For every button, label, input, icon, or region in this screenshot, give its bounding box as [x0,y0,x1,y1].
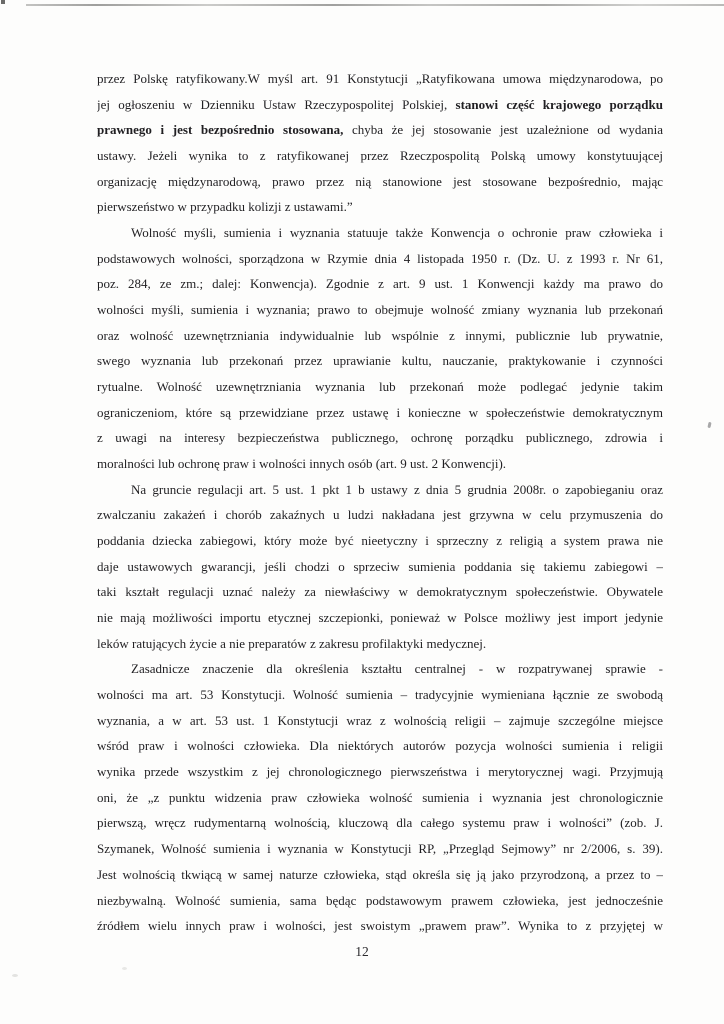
text-segment: wolności ma art. 53 Konstytucji. Wolność sumienia – tradycyjnie wymieniana łącznie ze swobodą [97,687,663,703]
text-line [97,220,663,246]
text-line [97,862,663,888]
text-segment: Zasadnicze znaczenie dla określenia kształtu centralnej - w rozpatrywanej sprawie - [131,661,663,677]
text-segment: organizację międzynarodową, prawo przez nią stanowione jest stosowane bezpośrednio, mając [97,173,663,189]
text-line [97,117,663,143]
text-segment: leków ratujących życie a nie preparatów z zakresu profilaktyki medycznej. [97,635,487,651]
text-line [97,605,663,631]
text-segment: zwalczaniu zakażeń i chorób zakaźnych u ludzi nakładana jest grzywna w celu przymuszenia do [97,507,663,523]
text-line [97,888,663,914]
text-line [97,708,663,734]
text-segment: wyznania, a w art. 53 ust. 1 Konstytucji wraz z wolnością religii – zajmuje szczególne miejsce [97,712,663,728]
text-line [97,425,663,451]
scan-corner-mark [1,0,5,4]
text-line [97,554,663,580]
text-line [97,528,663,554]
text-line [97,169,663,195]
text-line [97,451,663,477]
text-segment: Jest wolnością tkwiącą w samej naturze człowieka, stąd określa się ją jako przyrodzoną, a przez to – [97,866,663,882]
text-line [97,400,663,426]
text-line [97,246,663,272]
text-segment: niezbywalną. Wolność sumienia, sama będąc podstawowym prawem człowieka, jest jednocześnie [97,892,663,908]
text-segment: Wolność myśli, sumienia i wyznania statuuje także Konwencja o ochronie praw człowieka i [131,225,663,241]
bold-text-segment: stanowi część krajowego porządku [455,96,663,112]
text-segment: rytualne. Wolność uzewnętrzniania wyznania lub przekonań może podlegać jedynie takim [97,379,663,395]
text-segment: ustawy. Jeżeli wynika to z ratyfikowanej przez Rzeczpospolitą Polską umowy konstytuującej [97,148,663,164]
text-line [97,348,663,374]
text-line [97,194,663,220]
text-segment: jej ogłoszeniu w Dzienniku Ustaw Rzeczypospolitej Polskiej, [97,96,456,112]
text-segment: wynika przede wszystkim z jej chronologicznego pierwszeństwa i merytorycznej wagi. Przyjmują [97,764,663,780]
text-line [97,682,663,708]
document-body [97,66,663,939]
text-segment: oraz wolność uzewnętrzniania indywidualnie lub wspólnie z innymi, publicznie lub prywatnie, [97,327,663,343]
text-line [97,656,663,682]
text-line [97,66,663,92]
text-segment: nie mają możliwości importu etycznej szczepionki, ponieważ w Polsce możliwy jest import jedynie [97,610,663,626]
text-segment: oni, że „z punktu widzenia praw człowieka wolność sumienia i wyznania jest chronologicznie [97,789,663,805]
text-line [97,759,663,785]
text-segment: podstawowych wolności, sporządzona w Rzymie dnia 4 listopada 1950 r. (Dz. U. z 1993 r. Nr 61, [97,250,663,266]
scan-edge-line [26,4,724,6]
text-segment: Na gruncie regulacji art. 5 ust. 1 pkt 1 b ustawy z dnia 5 grudnia 2008r. o zapobieganiu oraz [131,481,663,497]
text-line [97,271,663,297]
text-segment: źródłem wielu innych praw i wolności, jest swoistym „prawem praw”. Wynika to z przyjętej w [97,918,663,934]
scan-speck [707,422,711,428]
text-line [97,143,663,169]
text-line [97,913,663,939]
text-line [97,579,663,605]
text-segment: wolności myśli, sumienia i wyznania; prawo to obejmuje wolność zmiany wyznania lub przekonań [97,302,663,318]
text-segment: swego wyznania lub przekonań przez uprawianie kultu, nauczanie, praktykowanie i czynności [97,353,663,369]
text-line [97,323,663,349]
text-segment: z uwagi na interesy bezpieczeństwa publicznego, ochronę porządku publicznego, zdrowia i [97,430,663,446]
text-segment: przez Polskę ratyfikowany.W myśl art. 91 Konstytucji „Ratyfikowana umowa międzynarodowa, po [97,71,663,86]
text-line [97,785,663,811]
text-segment: poddania dziecka zabiegowi, który może być nieetyczny i sprzeczny z religią a system prawa nie [97,533,663,549]
bold-text-segment: prawnego i jest bezpośrednio stosowana, [97,122,344,138]
text-segment: taki kształt regulacji uznać należy za niewłaściwy w demokratycznym społeczeństwie. Obywatele [97,584,663,600]
text-segment: Szymanek, Wolność sumienia i wyznania w Konstytucji RP, „Przegląd Sejmowy” nr 2/2006, s. 39). [97,841,663,857]
text-segment: pierwszeństwo w przypadku kolizji z ustawami.” [97,199,353,215]
text-segment: chyba że jej stosowanie jest uzależnione od wydania [343,122,663,138]
text-line [97,810,663,836]
text-line [97,502,663,528]
text-segment: ograniczeniom, które są przewidziane przez ustawę i konieczne w społeczeństwie demokratycznym [97,404,663,420]
scan-speck [122,967,127,970]
text-segment: pierwszą, wręcz rudymentarną wolnością, kluczową dla całego systemu praw i wolności” (zob. J. [97,815,663,831]
text-line [97,92,663,118]
text-segment: poz. 284, ze zm.; dalej: Konwencja). Zgodnie z art. 9 ust. 1 Konwencji każdy ma prawo do [97,276,663,292]
text-line [97,477,663,503]
text-line [97,374,663,400]
text-segment: moralności lub ochronę praw i wolności innych osób (art. 9 ust. 2 Konwencji). [97,456,507,472]
text-segment: daje ustawowych gwarancji, jeśli chodzi o sprzeciw sumienia poddania się takiemu zabiegowi – [97,558,663,574]
text-line [97,297,663,323]
text-segment: wśród praw i wolności człowieka. Dla niektórych autorów pozycja wolności sumienia i religii [97,738,663,754]
text-line [97,631,663,657]
text-line [97,836,663,862]
text-line [97,733,663,759]
page-number: 12 [355,944,369,959]
scan-speck [12,974,18,977]
